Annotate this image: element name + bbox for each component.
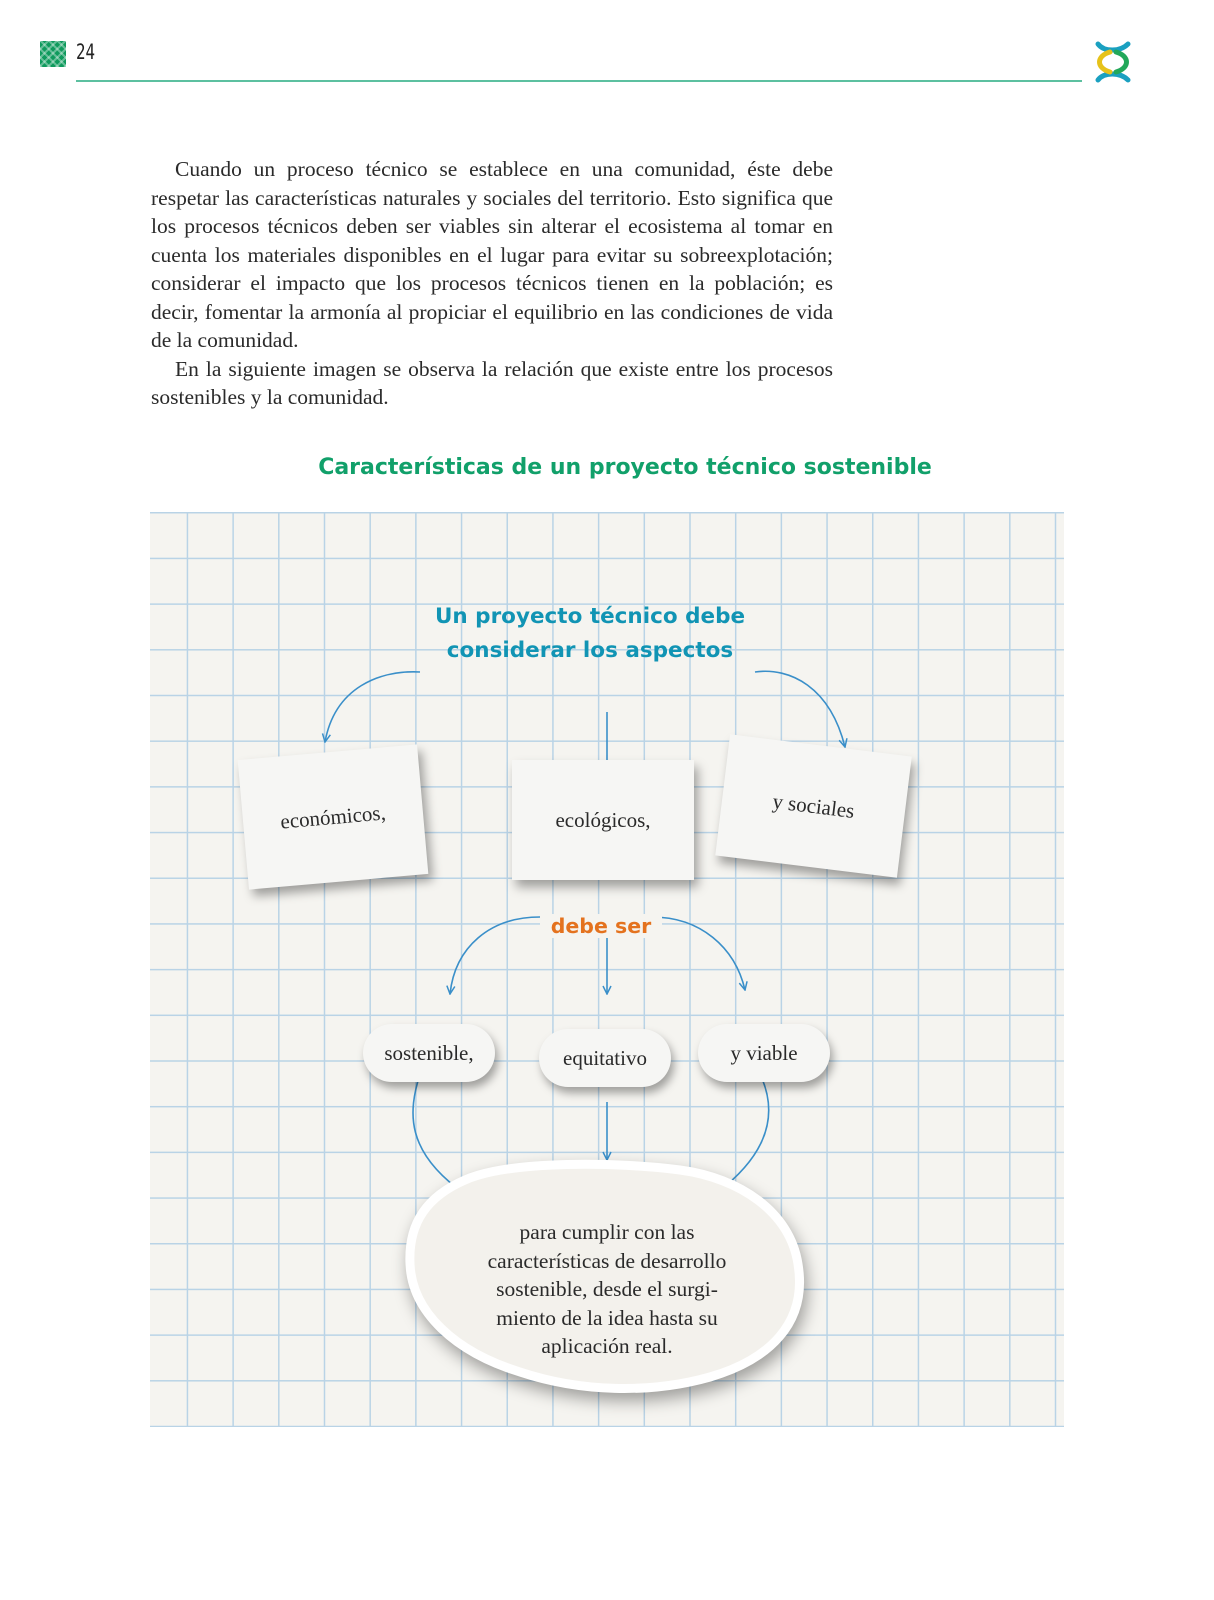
arrow-sostenible-to-conclusion bbox=[413, 1074, 465, 1194]
arrow-to-sostenible bbox=[450, 917, 540, 994]
aspect-label: económicos, bbox=[279, 799, 387, 834]
quality-label: equitativo bbox=[563, 1045, 647, 1070]
quality-label: y viable bbox=[730, 1040, 798, 1065]
aspect-label: ecológicos, bbox=[555, 807, 651, 832]
aspect-card-economicos bbox=[238, 744, 429, 889]
connector-label: debe ser bbox=[540, 914, 662, 938]
arrow-to-economicos bbox=[325, 672, 420, 742]
header-rule bbox=[76, 80, 1082, 82]
figure-title: Características de un proyecto técnico sostenible bbox=[318, 455, 932, 480]
paragraph-2: En la siguiente imagen se observa la relación que existe entre los procesos sostenibles y la comunidad. bbox=[151, 356, 833, 409]
diagram-heading-line-2: considerar los aspectos bbox=[446, 638, 734, 663]
sep-logo-icon bbox=[1090, 38, 1136, 86]
conclusion-line: aplicación real. bbox=[541, 1334, 673, 1358]
green-pattern-square-icon bbox=[40, 41, 66, 67]
conclusion-line: miento de la idea hasta su bbox=[496, 1305, 718, 1330]
conclusion-text bbox=[466, 1218, 748, 1361]
aspect-card-ecologicos bbox=[512, 760, 694, 880]
arrow-viable-to-conclusion bbox=[718, 1074, 769, 1192]
page-header bbox=[0, 0, 1214, 100]
quality-label: sostenible, bbox=[384, 1040, 474, 1065]
arrow-to-sociales bbox=[755, 671, 845, 747]
quality-pill-viable bbox=[698, 1024, 830, 1082]
diagram-heading-line-1: Un proyecto técnico debe bbox=[434, 604, 746, 629]
arrow-to-viable bbox=[652, 917, 745, 990]
conclusion-line: características de desarrollo bbox=[487, 1248, 727, 1273]
aspect-label: y sociales bbox=[771, 788, 856, 823]
body-text bbox=[151, 155, 833, 412]
quality-pill-sostenible bbox=[363, 1024, 495, 1082]
paragraph-1: Cuando un proceso técnico se establece en una comunidad, éste debe respetar las características naturales y sociales del territorio. Esto significa que los procesos técnicos deben ser viables sin alterar el ecosistema al tomar en cuenta los materiales disponibles en el lugar para evitar su sobreexplotación; considerar el impacto que los procesos técnicos tienen en la población; es decir, fomentar la armonía al propiciar el equilibrio en las condiciones de vida de la comunidad. bbox=[151, 157, 833, 352]
conclusion-line: sostenible, desde el surgi- bbox=[496, 1277, 718, 1301]
conclusion-line: para cumplir con las bbox=[519, 1220, 695, 1244]
aspect-card-sociales bbox=[715, 734, 912, 877]
page-number: 24 bbox=[76, 40, 95, 64]
quality-pill-equitativo bbox=[539, 1029, 671, 1087]
diagram-heading bbox=[420, 600, 760, 668]
